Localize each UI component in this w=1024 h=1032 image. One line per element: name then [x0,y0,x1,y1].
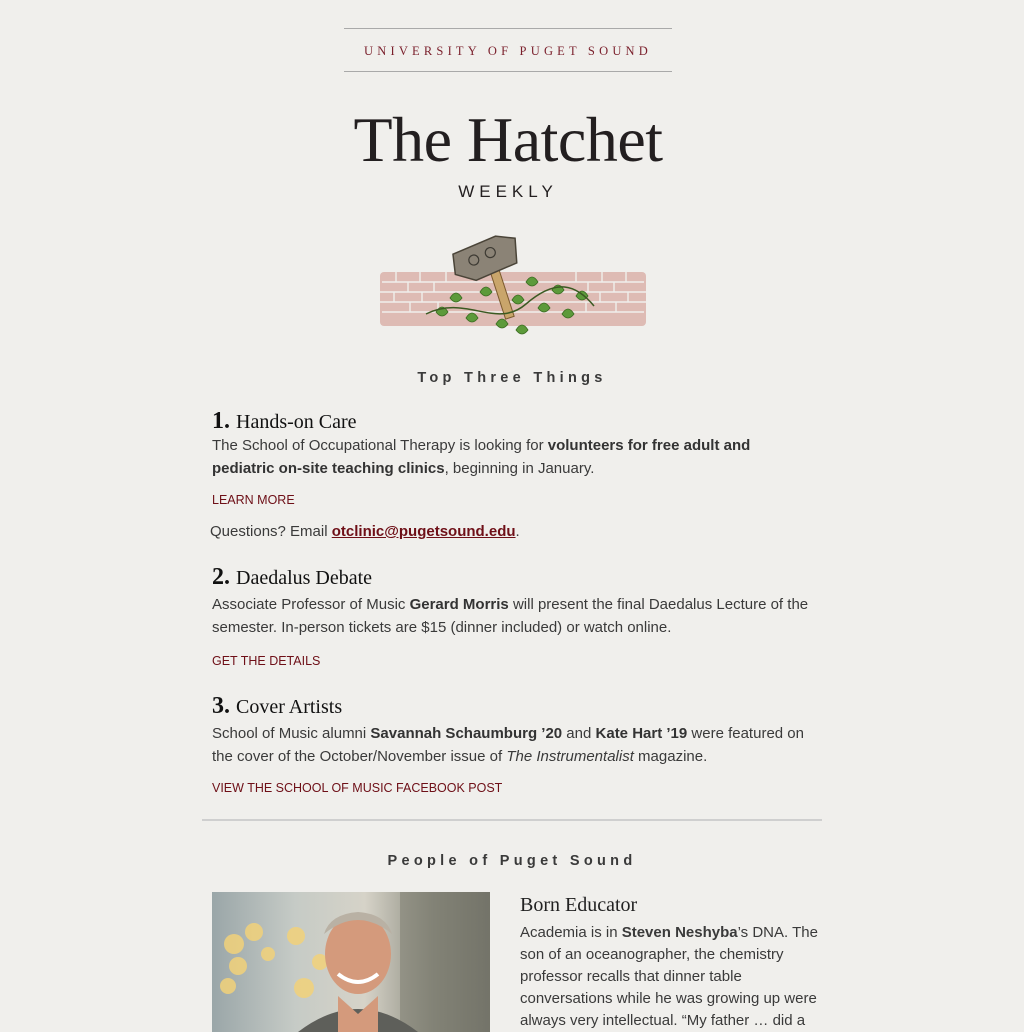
profile-text [520,922,820,1032]
question-line [210,523,520,540]
text-bold: Kate Hart ’19 [595,725,688,742]
text-segment: School of Music alumni [212,725,371,742]
text-segment: The School of Occupational Therapy is looking for [212,437,548,454]
text-segment: ’s DNA. The son of an oceanographer, the chemistry professor recalls that dinner table conversations while he was growing up were always very intellectual. “My father … did a [520,924,818,1029]
item-title-1 [212,408,357,435]
profile-title: Born Educator [520,894,638,916]
hatchet-brick-ivy-icon [376,234,650,344]
item-description-3 [212,723,812,768]
university-name: UNIVERSITY OF PUGET SOUND [364,43,652,58]
item-number: 1. [212,408,230,434]
text-segment: will present the final Daedalus Lecture of the semester. In-person tickets are $15 (dinner included) or watch online. [212,596,809,636]
text-bold: Savannah Schaumburg ’20 [370,725,563,742]
text-bold: Gerard Morris [409,596,509,613]
item-number: 2. [212,564,230,590]
item-title-text: Daedalus Debate [236,567,373,589]
section-heading-people: People of Puget Sound [387,853,637,869]
facebook-post-link[interactable]: VIEW THE SCHOOL OF MUSIC FACEBOOK POST [212,781,503,795]
text-segment: . [515,523,520,540]
text-segment: Questions? Email [210,523,332,540]
text-segment: were featured on the cover of the October/November issue of [212,725,804,765]
portrait-image [212,892,490,1032]
item-description-1 [212,435,812,480]
university-banner[interactable] [344,28,672,72]
item-title-text: Cover Artists [236,696,343,718]
learn-more-link[interactable]: LEARN MORE [212,493,295,507]
profile-photo[interactable] [212,892,490,1032]
item-title-2 [212,564,372,591]
get-details-link[interactable]: GET THE DETAILS [212,654,321,668]
item-title-text: Hands-on Care [236,411,357,433]
text-segment: Associate Professor of Music [212,596,410,613]
section-heading-top-three: Top Three Things [417,370,607,386]
text-italic: The Instrumentalist [506,747,634,765]
text-segment: and [562,725,596,742]
text-segment: magazine. [633,747,708,765]
email-link[interactable]: otclinic@pugetsound.edu [331,523,516,540]
text-bold: Steven Neshyba [621,924,738,941]
item-title-3 [212,693,342,720]
item-description-2 [212,594,812,639]
text-segment: , beginning in January. [444,459,595,477]
text-segment: Academia is in [520,924,622,941]
newsletter-subtitle: WEEKLY [458,182,558,201]
section-divider [202,819,822,821]
item-number: 3. [212,693,230,719]
newsletter-title: The Hatchet [353,104,663,175]
text-bold: volunteers for free adult and pediatric on-site teaching clinics [212,437,751,477]
